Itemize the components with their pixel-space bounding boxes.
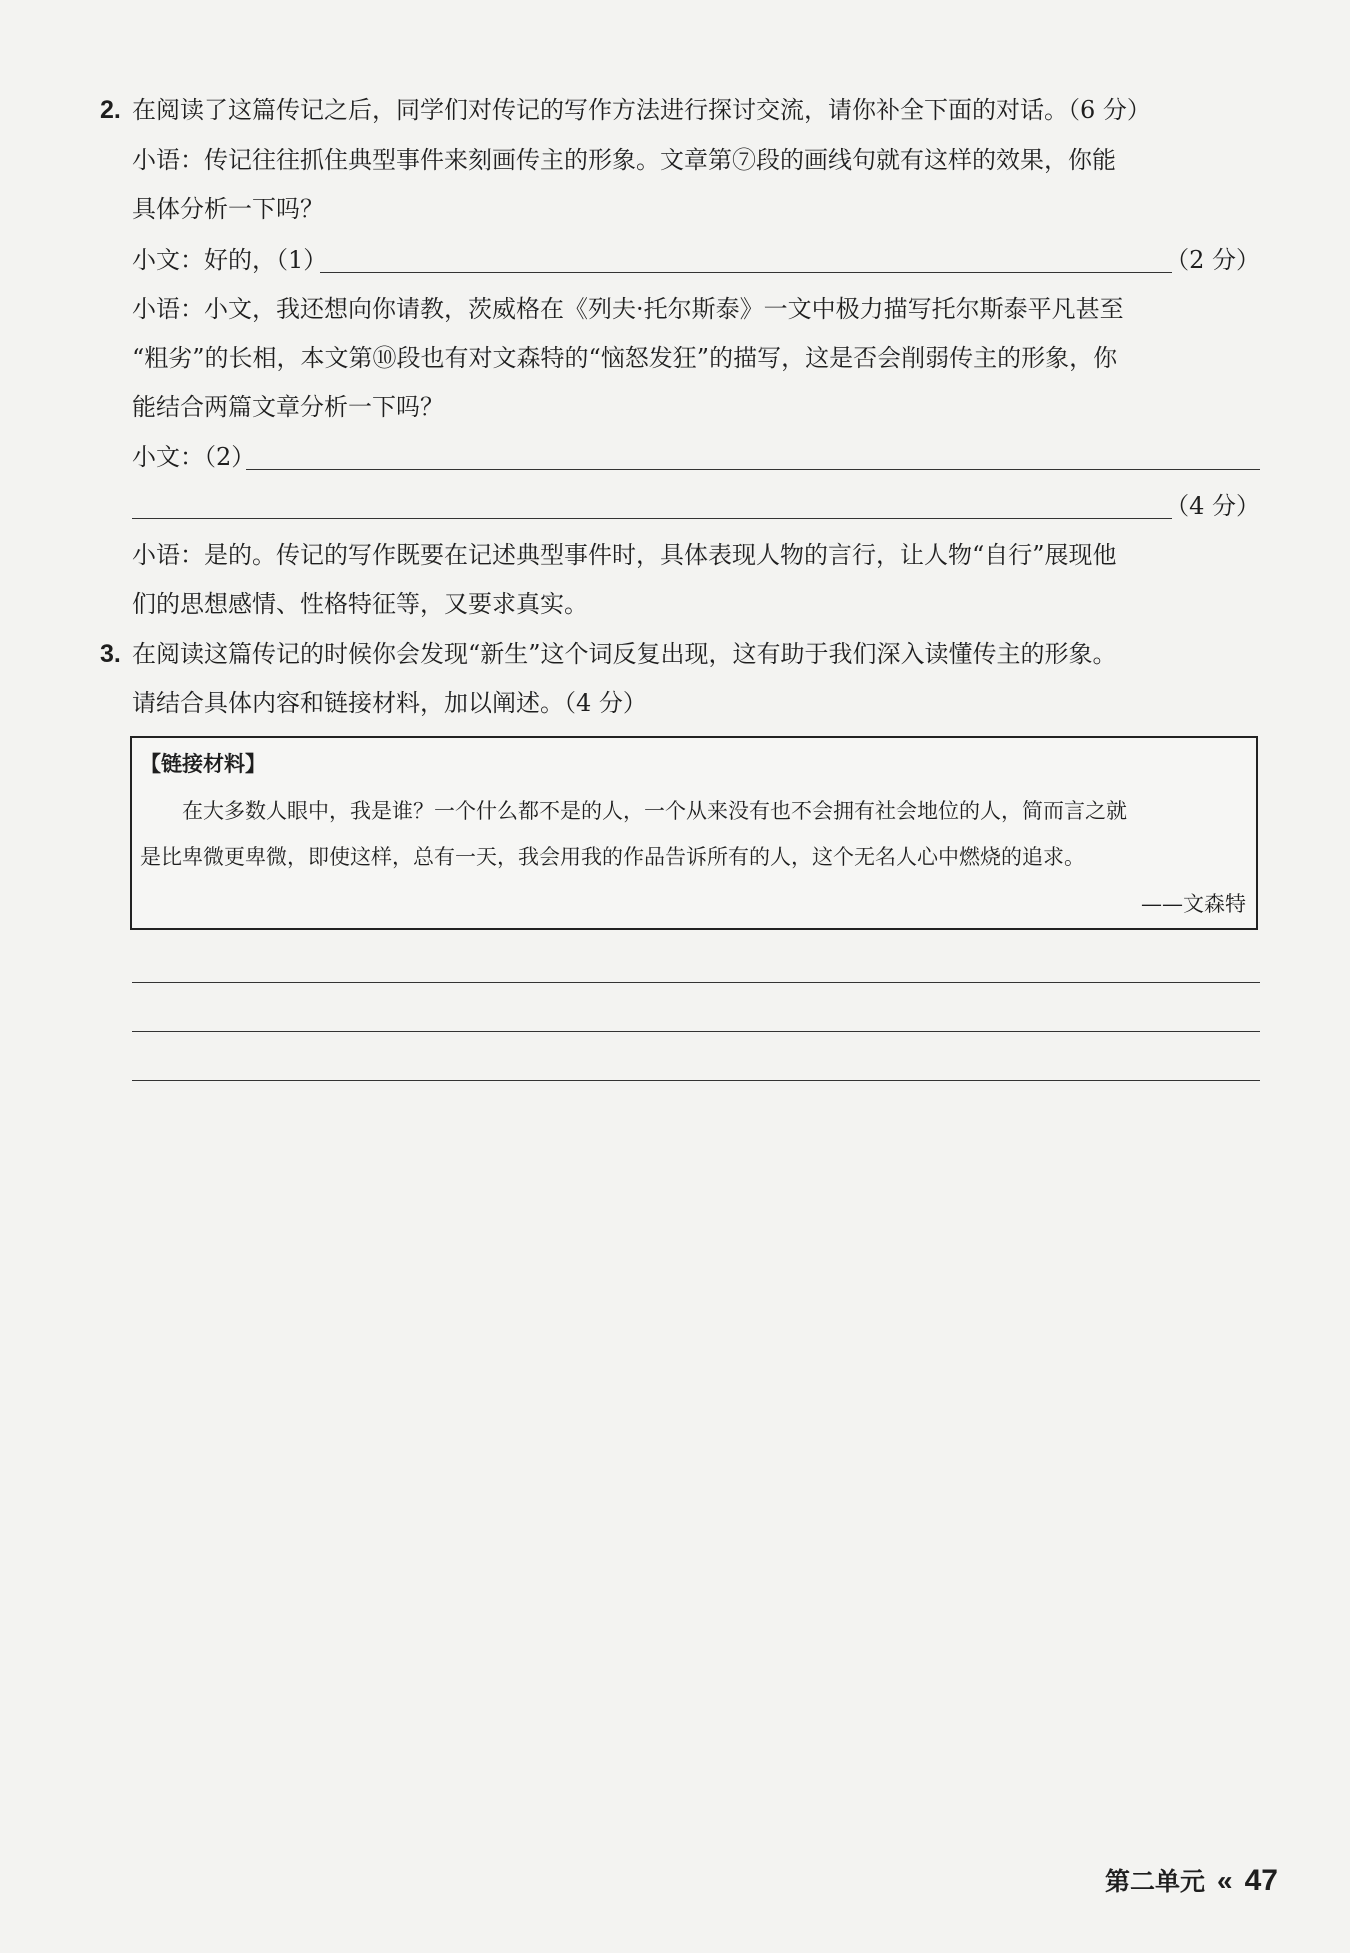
question-3-number: 3.: [100, 640, 121, 668]
answer-1-blank[interactable]: [320, 272, 1172, 273]
answer-2-blank-b[interactable]: [132, 518, 1172, 519]
answer-2-label: 小文：（2）: [132, 443, 256, 471]
page-footer: [1105, 1862, 1278, 1898]
xiaoyu-question-line-3: 能结合两篇文章分析一下吗？: [132, 393, 444, 421]
answer-2-score: （4 分）: [1165, 492, 1260, 520]
xiaoyu-question-line-1: 小语：小文，我还想向你请教，茨威格在《列夫·托尔斯泰》一文中极力描写托尔斯泰平凡甚至: [132, 295, 1124, 323]
unit-label: 第二单元: [1105, 1868, 1206, 1896]
xiaoyu-line-1: 小语：传记往往抓住典型事件来刻画传主的形象。文章第⑦段的画线句就有这样的效果，你能: [132, 146, 1116, 174]
answer-1-label: 小文：好的，（1）: [132, 246, 328, 274]
linked-material-line-1: 在大多数人眼中，我是谁？一个什么都不是的人，一个从来没有也不会拥有社会地位的人，简而言之就: [182, 799, 1127, 823]
chevron-left-icon: «: [1217, 1865, 1233, 1896]
answer-row-1[interactable]: [132, 243, 1260, 277]
answer-row-2[interactable]: [132, 440, 1260, 474]
linked-material-author: ——文森特: [1141, 892, 1246, 916]
xiaoyu-question-line-2: “粗劣”的长相，本文第⑩段也有对文森特的“恼怒发狂”的描写，这是否会削弱传主的形象，你: [132, 344, 1118, 372]
xiaoyu-reply-line-1: 小语：是的。传记的写作既要在记述典型事件时，具体表现人物的言行，让人物“自行”展现他: [132, 541, 1117, 569]
answer-2-blank-a[interactable]: [246, 469, 1260, 470]
linked-material-line-2: 是比卑微更卑微，即使这样，总有一天，我会用我的作品告诉所有的人，这个无名人心中燃烧的追求。: [140, 845, 1085, 869]
xiaoyu-reply-line-2: 们的思想感情、性格特征等，又要求真实。: [132, 590, 588, 618]
answer-row-2b[interactable]: [132, 489, 1260, 523]
question-3-line-1: 在阅读这篇传记的时候你会发现“新生”这个词反复出现，这有助于我们深入读懂传主的形象。: [132, 640, 1117, 668]
linked-material-title: 【链接材料】: [140, 753, 266, 776]
page-number: 47: [1244, 1864, 1278, 1897]
question-2-intro: 在阅读了这篇传记之后，同学们对传记的写作方法进行探讨交流，请你补全下面的对话。（6 分）: [132, 96, 1151, 124]
q3-answer-line-3[interactable]: [132, 1080, 1260, 1081]
answer-1-score: （2 分）: [1165, 246, 1260, 274]
linked-material-box: [130, 736, 1258, 930]
q3-answer-line-2[interactable]: [132, 1031, 1260, 1032]
question-3-line-2: 请结合具体内容和链接材料，加以阐述。（4 分）: [132, 689, 647, 717]
q3-answer-line-1[interactable]: [132, 982, 1260, 983]
question-2-number: 2.: [100, 96, 121, 124]
xiaoyu-line-2: 具体分析一下吗？: [132, 195, 324, 223]
